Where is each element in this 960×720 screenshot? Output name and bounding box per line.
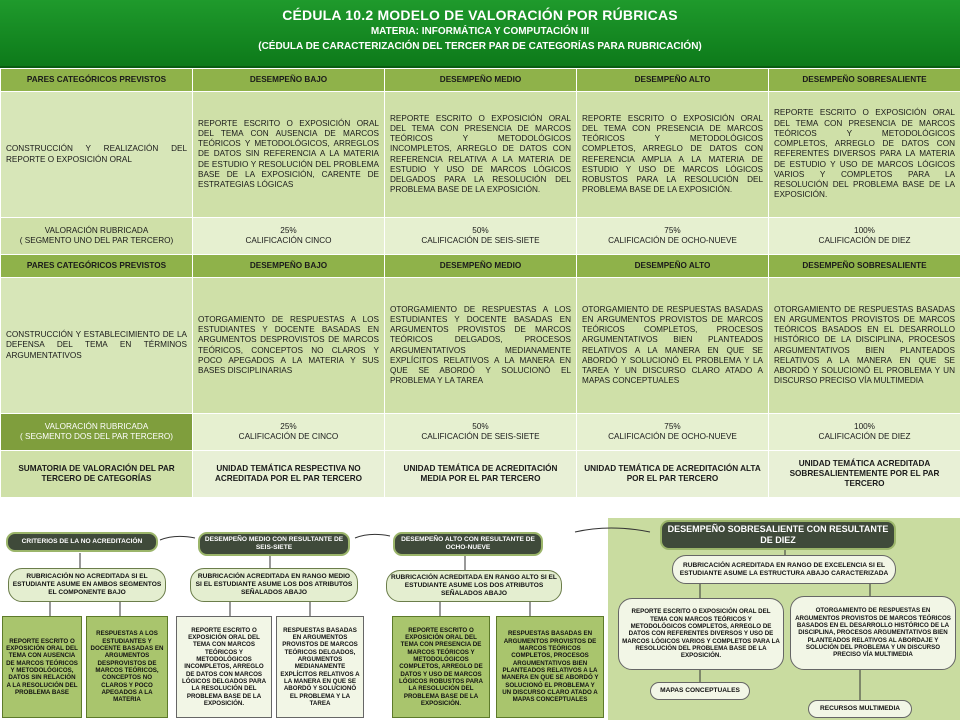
grade-2-bajo: 25% CALIFICACIÓN DE CINCO — [193, 414, 385, 451]
criterion-row-1 — [1, 92, 960, 218]
grade-1-sobresaliente: 100% CALIFICACIÓN DE DIEZ — [769, 218, 960, 255]
criterion-1-sobresaliente: REPORTE ESCRITO O EXPOSICIÓN ORAL DEL TEMA CON PRESENCIA DE MARCOS TEÓRICOS Y METODOLÓGICOS COMPLETOS, ARREGLO DE DATOS CON REFERENTES DIVERSOS PARA LA MATERIA DE ESTUDIO Y USO DE MARCOS LÓGICOS VARIOS Y COMPLETOS PARA LA RESOLUCIÓN DEL PROBLEMA BASE DE LA EXPOSICIÓN. — [769, 92, 960, 218]
col-header-sobresaliente: DESEMPEÑO SOBRESALIENTE — [769, 69, 960, 92]
alto-attribute-report: REPORTE ESCRITO O EXPOSICIÓN ORAL DEL TEMA CON PRESENCIA DE MARCOS TEÓRICOS Y METODOLÓGICOS COMPLETOS, ARREGLO DE DATOS Y USO DE MARCOS LÓGICOS ROBUSTOS PARA LA RESOLUCIÓN DEL PROBLEMA BASE DE LA EXPOSICIÓN. — [392, 616, 490, 718]
bajo-rubrication-box: RUBRICACIÓN NO ACREDITADA SI EL ESTUDIANTE ASUME EN AMBOS SEGMENTOS EL COMPONENTE BAJO — [8, 568, 166, 602]
recursos-multimedia-box: RECURSOS MULTIMEDIA — [808, 700, 912, 718]
criterion-1-alto: REPORTE ESCRITO O EXPOSICIÓN ORAL DEL TEMA CON PRESENCIA DE MARCOS TEÓRICOS Y METODOLÓGICOS COMPLETOS, ARREGLO DE DATOS CON REFERENCIA AMPLIA A LA MATERIA DE ESTUDIO Y USO DE MARCOS LÓGICOS ROBUSTOS PARA LA RESOLUCIÓN DEL PROBLEMA BASE DE LA EXPOSICIÓN. — [577, 92, 769, 218]
no-accreditation-criteria-box: CRITERIOS DE LA NO ACREDITACIÓN — [6, 532, 158, 552]
criterion-2-label: CONSTRUCCIÓN Y ESTABLECIMIENTO DE LA DEFENSA DEL TEMA EN TÉRMINOS ARGUMENTATIVOS — [1, 278, 193, 414]
summary-label: SUMATORIA DE VALORACIÓN DEL PAR TERCERO DE CATEGORÍAS — [1, 451, 193, 498]
alto-title-box: DESEMPEÑO ALTO CON RESULTANTE DE OCHO-NUEVE — [393, 532, 543, 556]
summary-sobresaliente: UNIDAD TEMÁTICA ACREDITADA SOBRESALIENTEMENTE POR EL PAR TERCERO — [769, 451, 960, 498]
alto-rubrication-box: RUBRICACIÓN ACREDITADA EN RANGO ALTO SI EL ESTUDIANTE ASUME LOS DOS ATRIBUTOS SEÑALADOS ABAJO — [386, 570, 562, 602]
grade-2-sobresaliente: 100% CALIFICACIÓN DE DIEZ — [769, 414, 960, 451]
alto-attribute-answers: RESPUESTAS BASADAS EN ARGUMENTOS PROVISTOS DE MARCOS TEÓRICOS COMPLETOS, PROCESOS ARGUMENTATIVOS BIEN PLANTEADOS RELATIVOS A LA MANERA EN QUE SE ABORDÓ Y SOLUCIONÓ EL PROBLEMA Y UN DISCURSO CLARO ATADO A MAPAS CONCEPTUALES — [496, 616, 604, 718]
sobresaliente-rubrication-box: RUBRICACIÓN ACREDITADA EN RANGO DE EXCELENCIA SI EL ESTUDIANTE ASUME LA ESTRUCTURA ABAJO CARACTERIZADA — [672, 555, 896, 584]
col-header-alto: DESEMPEÑO ALTO — [577, 69, 769, 92]
criterion-2-medio: OTORGAMIENTO DE RESPUESTAS A LOS ESTUDIANTES Y DOCENTE BASADAS EN ARGUMENTOS PROVISTOS DE MARCOS TEÓRICOS DELGADOS, PROCESOS ARGUMENTATIVOS MEDIANAMENTE EXPLÍCITOS RELATIVOS A LA MANERA EN QUE SE ABORDÓ Y SOLUCIONÓ EL PROBLEMA Y LA TAREA — [385, 278, 577, 414]
summary-bajo: UNIDAD TEMÁTICA RESPECTIVA NO ACREDITADA POR EL PAR TERCERO — [193, 451, 385, 498]
sobresaliente-attribute-answers: OTORGAMIENTO DE RESPUESTAS EN ARGUMENTOS PROVISTOS DE MARCOS TEÓRICOS BASADOS EN EL DESARROLLO HISTÓRICO DE LA DISCIPLINA, PROCESOS ARGUMENTATIVOS BIEN PLANTEADOS RELATIVOS AL ABORDAJE Y SOLUCIÓN DEL PROBLEMA Y UN DISCURSO PRECISO VÍA MULTIMEDIA — [790, 596, 956, 670]
column-header-row-2 — [1, 255, 960, 278]
grade-2-alto: 75% CALIFICACIÓN DE OCHO-NUEVE — [577, 414, 769, 451]
col-header-bajo: DESEMPEÑO BAJO — [193, 69, 385, 92]
valuation-1-label: VALORACIÓN RUBRICADA ( SEGMENTO UNO DEL PAR TERCERO) — [1, 218, 193, 255]
rubric-table — [0, 68, 960, 498]
summary-alto: UNIDAD TEMÁTICA DE ACREDITACIÓN ALTA POR EL PAR TERCERO — [577, 451, 769, 498]
grade-2-medio: 50% CALIFICACIÓN DE SEIS-SIETE — [385, 414, 577, 451]
mapas-conceptuales-box: MAPAS CONCEPTUALES — [650, 682, 750, 700]
criterion-1-bajo: REPORTE ESCRITO O EXPOSICIÓN ORAL DEL TEMA CON AUSENCIA DE MARCOS TEÓRICOS Y METODOLÓGICOS, ARREGLOS DE DATOS SIN REFERENCIA A LA MATERIA DE ESTUDIO Y RESOLUCIÓN DEL PROBLEMA BASE DE LA EXPOSICIÓN, CARENTE DE ESTRATEGIAS LÓGICAS — [193, 92, 385, 218]
accreditation-diagram — [0, 518, 960, 720]
grade-1-bajo: 25% CALIFICACIÓN CINCO — [193, 218, 385, 255]
valuation-row-1 — [1, 218, 960, 255]
document-header — [0, 0, 960, 68]
medio-attribute-report: REPORTE ESCRITO O EXPOSICIÓN ORAL DEL TEMA CON MARCOS TEÓRICOS Y METODOLÓGICOS INCOMPLETOS, ARREGLO DE DATOS CON MARCOS LÓGICOS DELGADOS PARA LA RESOLUCIÓN DEL PROBLEMA BASE DE LA EXPOSICIÓN. — [176, 616, 272, 718]
col-header-sobresaliente-2: DESEMPEÑO SOBRESALIENTE — [769, 255, 960, 278]
grade-1-alto: 75% CALIFICACIÓN DE OCHO-NUEVE — [577, 218, 769, 255]
column-header-row — [1, 69, 960, 92]
criterion-2-alto: OTORGAMIENTO DE RESPUESTAS BASADAS EN ARGUMENTOS PROVISTOS DE MARCOS TEÓRICOS COMPLETOS, PROCESOS ARGUMENTATIVOS BIEN PLANTEADOS RELATIVOS A LA MANERA EN QUE SE ABORDÓ Y SOLUCIONÓ EL PROBLEMA Y LA TAREA Y UN DISCURSO CLARO ATADO A MAPAS CONCEPTUALES — [577, 278, 769, 414]
col-header-pairs: PARES CATEGÓRICOS PREVISTOS — [1, 69, 193, 92]
sobresaliente-attribute-report: REPORTE ESCRITO O EXPOSICIÓN ORAL DEL TEMA CON MARCOS TEÓRICOS Y METODOLÓGICOS COMPLETOS, ARREGLO DE DATOS CON REFERENTES DIVERSOS Y USO DE MARCOS LÓGICOS VARIOS Y COMPLETOS PARA LA RESOLUCIÓN DEL PROBLEMA BASE DE LA EXPOSICIÓN. — [618, 598, 784, 670]
medio-title-box: DESEMPEÑO MEDIO CON RESULTANTE DE SEIS-SIETE — [198, 532, 350, 556]
bajo-attribute-report: REPORTE ESCRITO O EXPOSICIÓN ORAL DEL TEMA CON AUSENCIA DE MARCOS TEÓRICOS Y METODOLÓGICOS, DATOS SIN RELACIÓN A LA RESOLUCIÓN DEL PROBLEMA BASE — [2, 616, 82, 718]
page-title: CÉDULA 10.2 MODELO DE VALORACIÓN POR RÚBRICAS — [282, 7, 678, 23]
valuation-2-label: VALORACIÓN RUBRICADA ( SEGMENTO DOS DEL PAR TERCERO) — [1, 414, 193, 451]
subject-line: MATERIA: INFORMÁTICA Y COMPUTACIÓN III — [370, 26, 590, 37]
valuation-row-2 — [1, 414, 960, 451]
col-header-alto-2: DESEMPEÑO ALTO — [577, 255, 769, 278]
summary-medio: UNIDAD TEMÁTICA DE ACREDITACIÓN MEDIA POR EL PAR TERCERO — [385, 451, 577, 498]
criterion-2-bajo: OTORGAMIENTO DE RESPUESTAS A LOS ESTUDIANTES Y DOCENTE BASADAS EN ARGUMENTOS DESPROVISTOS DE MARCOS TEÓRICOS, CONCEPTOS NO CLAROS Y POCO APEGADOS A LA MATERIA Y SUS BASES DISCIPLINARIAS — [193, 278, 385, 414]
criterion-1-label: CONSTRUCCIÓN Y REALIZACIÓN DEL REPORTE O EXPOSICIÓN ORAL — [1, 92, 193, 218]
criterion-1-medio: REPORTE ESCRITO O EXPOSICIÓN ORAL DEL TEMA CON PRESENCIA DE MARCOS TEÓRICOS Y METODOLÓGICOS INCOMPLETOS, ARREGLO DE DATOS CON REFERENCIA RELATIVA A LA MATERIA DE ESTUDIO Y USO DE MARCOS LÓGICOS DELGADOS PARA LA RESOLUCIÓN DEL PROBLEMA BASE DE LA EXPOSICIÓN. — [385, 92, 577, 218]
grade-1-medio: 50% CALIFICACIÓN DE SEIS-SIETE — [385, 218, 577, 255]
criterion-2-sobresaliente: OTORGAMIENTO DE RESPUESTAS BASADAS EN ARGUMENTOS PROVISTOS DE MARCOS TEÓRICOS BASADOS EN EL DESARROLLO HISTÓRICO DE LA DISCIPLINA, PROCESOS ARGUMENTATIVOS BIEN PLANTEADOS RELATIVOS A LA MANERA EN QUE SE ABORDÓ Y SOLUCIONÓ EL PROBLEMA Y UN DISCURSO PRECISO VÍA MULTIMEDIA — [769, 278, 960, 414]
bajo-attribute-answers: RESPUESTAS A LOS ESTUDIANTES Y DOCENTE BASADAS EN ARGUMENTOS DESPROVISTOS DE MARCOS TEÓRICOS, CONCEPTOS NO CLAROS Y POCO APEGADOS A LA MATERIA — [86, 616, 168, 718]
sobresaliente-title-box: DESEMPEÑO SOBRESALIENTE CON RESULTANTE DE DIEZ — [660, 520, 896, 550]
medio-rubrication-box: RUBRICACIÓN ACREDITADA EN RANGO MEDIO SI EL ESTUDIANTE ASUME LOS DOS ATRIBUTOS SEÑALADOS ABAJO — [190, 568, 358, 602]
medio-attribute-answers: RESPUESTAS BASADAS EN ARGUMENTOS PROVISTOS DE MARCOS TEÓRICOS DELGADOS, ARGUMENTOS MEDIANAMENTE EXPLÍCITOS RELATIVOS A LA MANERA EN QUE SE ABORDÓ Y SOLUCIONÓ EL PROBLEMA Y LA TAREA — [276, 616, 364, 718]
col-header-pairs-2: PARES CATEGÓRICOS PREVISTOS — [1, 255, 193, 278]
subtitle-line: (CÉDULA DE CARACTERIZACIÓN DEL TERCER PAR DE CATEGORÍAS PARA RUBRICACIÓN) — [258, 41, 702, 52]
col-header-medio: DESEMPEÑO MEDIO — [385, 69, 577, 92]
summary-row — [1, 451, 960, 498]
col-header-medio-2: DESEMPEÑO MEDIO — [385, 255, 577, 278]
col-header-bajo-2: DESEMPEÑO BAJO — [193, 255, 385, 278]
criterion-row-2 — [1, 278, 960, 414]
